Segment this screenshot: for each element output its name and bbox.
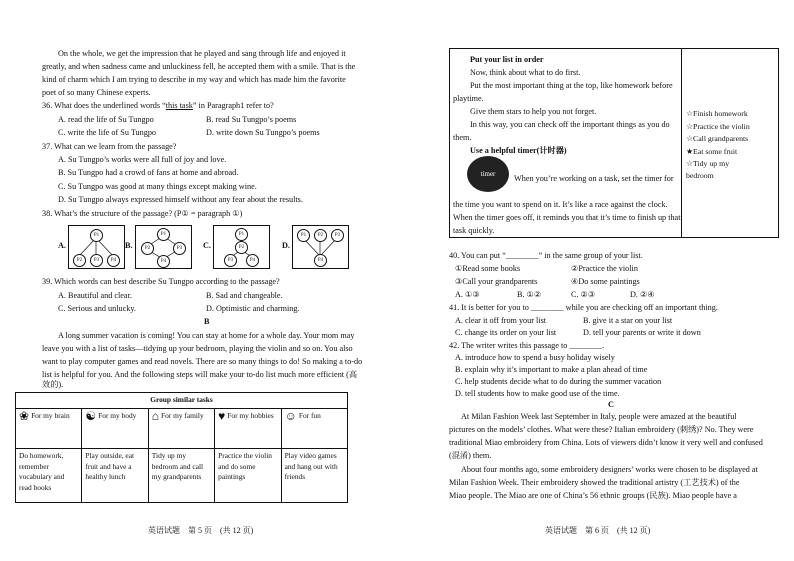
passage-b-line: leave you with a list of tasks—tidying up your bedroom, playing the violin and so on. You also: [42, 344, 353, 353]
passage-b-line: 效的).: [42, 380, 64, 389]
underlined-phrase: this task: [165, 101, 193, 110]
item-40-3: ③Call your grandparents: [455, 277, 538, 286]
option-40-b: B. ①②: [517, 290, 542, 299]
option-38-a: A.: [58, 241, 66, 250]
question-39: 39. Which words can best describe Su Tungpo according to the passage?: [42, 277, 280, 286]
intro-line: greatly, and when sadness came and unluckiness fell, he accepted them with a smile. That is the: [42, 62, 356, 71]
box-heading: Put your list in order: [470, 55, 544, 64]
option-40-c: C. ②③: [571, 290, 596, 299]
option-37-b: B. Su Tungpo had a crowd of fans at home and abroad.: [58, 168, 239, 177]
option-42-d: D. tell students how to make good use of the time.: [455, 389, 620, 398]
passage-c-line: About four months ago, some embroidery designers’ works were chosen to be displayed at: [461, 465, 758, 474]
group-tasks-table: [15, 392, 348, 503]
todo-item: ☆Finish homework: [686, 109, 748, 118]
option-38-c: C.: [203, 241, 211, 250]
table-header: ⌂ For my family: [148, 409, 214, 449]
table-header: ♥ For my hobbies: [215, 409, 281, 449]
intro-line: On the whole, we get the impression that he played and sang through life and enjoyed it: [58, 49, 346, 58]
node-p2: P2: [235, 241, 248, 254]
node-p4: P4: [246, 254, 259, 267]
structure-diagram-d: [292, 225, 349, 269]
page-footer: 英语试题 第 5 页 (共 12 页): [148, 526, 254, 535]
option-40-d: D. ②④: [630, 290, 655, 299]
timer-line: task quickly.: [453, 226, 495, 235]
structure-diagram-b: [135, 225, 192, 269]
node-p1: P1: [297, 229, 310, 242]
intro-line: poet of so many Chinese experts.: [42, 88, 151, 97]
table-cell: Practice the violin and do some paintings: [215, 449, 281, 503]
house-icon: ⌂: [151, 409, 159, 424]
node-p4: P4: [314, 254, 327, 267]
option-38-d: D.: [282, 241, 290, 250]
todo-item: bedroom: [686, 171, 714, 180]
box-line: In this way, you can check off the important things as you do: [470, 120, 670, 129]
page-footer: 英语试题 第 6 页 (共 12 页): [545, 526, 651, 535]
timer-picture: timer: [467, 156, 509, 192]
timer-line: When the timer goes off, it reminds you that it’s time to finish up that: [453, 213, 681, 222]
table-title: Group similar tasks: [16, 393, 348, 409]
structure-diagram-c: [213, 225, 270, 269]
passage-b-line: A long summer vacation is coming! You can stay at home for a whole day. Your mom may: [58, 331, 355, 340]
passage-c-line: At Milan Fashion Week last September in Italy, people were amazed at the beautiful: [461, 412, 737, 421]
box-divider: [681, 49, 682, 237]
todo-item: ☆Tidy up my: [686, 159, 730, 168]
item-40-1: ①Read some books: [455, 264, 521, 273]
item-40-2: ②Practice the violin: [571, 264, 638, 273]
option-36-b: B. read Su Tungpo’s poems: [206, 115, 297, 124]
passage-b-line: want to play computer games and read novels. There are so many things to do! So making a to-do: [42, 357, 363, 366]
section-b-heading: B: [204, 317, 210, 326]
node-p1: P1: [90, 229, 103, 242]
option-36-d: D. write down Su Tungpo’s poems: [206, 128, 320, 137]
option-41-a: A. clear it off from your list: [455, 316, 547, 325]
smiley-icon: ☺: [284, 409, 297, 424]
brain-icon: ❀: [19, 409, 30, 424]
question-41: 41. It is better for you to ________ while you are checking off an important thing.: [449, 303, 718, 312]
option-39-b: B. Sad and changeable.: [206, 291, 283, 300]
todo-item: ☆Call grandparents: [686, 134, 749, 143]
node-p3: P3: [224, 254, 237, 267]
option-39-d: D. Optimistic and charming.: [206, 304, 300, 313]
node-p1: P1: [235, 228, 248, 241]
node-p4: P4: [107, 254, 120, 267]
node-p3: P3: [331, 229, 344, 242]
node-p2: P2: [141, 242, 154, 255]
structure-diagram-a: [68, 225, 125, 269]
section-c-heading: C: [608, 400, 614, 409]
table-header: ☺ For fun: [281, 409, 347, 449]
node-p3: P3: [90, 254, 103, 267]
question-37: 37. What can we learn from the passage?: [42, 142, 177, 151]
option-42-a: A. introduce how to spend a busy holiday wisely: [455, 353, 615, 362]
todo-item: ★Eat some fruit: [686, 147, 738, 156]
question-38: 38. What’s the structure of the passage? (P① = paragraph ①): [42, 209, 243, 218]
box-line: Give them stars to help you not forget.: [470, 107, 597, 116]
box-line: them.: [453, 133, 472, 142]
question-42: 42. The writer writes this passage to ________.: [449, 341, 605, 350]
table-header: ☯ For my body: [82, 409, 148, 449]
table-cell: Play outside, eat fruit and have a healthy lunch: [82, 449, 148, 503]
node-p2: P2: [314, 229, 327, 242]
timer-heading: Use a helpful timer(计时器): [470, 146, 567, 155]
option-39-a: A. Beautiful and clear.: [58, 291, 132, 300]
box-line: Now, think about what to do first.: [470, 68, 581, 77]
option-36-c: C. write the life of Su Tungpo: [58, 128, 157, 137]
box-line: playtime.: [453, 94, 484, 103]
table-cell: Play video games and hang out with friends: [281, 449, 347, 503]
table-cell: Do homework, remember vocabulary and read books: [16, 449, 82, 503]
node-p1: P1: [157, 228, 170, 241]
option-37-c: C. Su Tungpo was good at many things except making wine.: [58, 182, 257, 191]
passage-c-line: traditional Miao embroidery from China. Lots of viewers didn’t know it very well and confused: [449, 438, 763, 447]
option-39-c: C. Serious and unlucky.: [58, 304, 136, 313]
option-41-b: B. give it a star on your list: [583, 316, 673, 325]
intro-line: kind of charm which I am trying to describe in my way and which has made him the favorite: [42, 75, 346, 84]
option-37-d: D. Su Tungpo always expressed himself without any fear about the results.: [58, 195, 303, 204]
todo-item: ☆Practice the violin: [686, 122, 750, 131]
node-p3: P3: [173, 242, 186, 255]
node-p2: P2: [73, 254, 86, 267]
table-cell: Tidy up my bedroom and call my grandparents: [148, 449, 214, 503]
option-41-d: D. tell your parents or write it down: [583, 328, 701, 337]
timer-line: When you’re working on a task, set the timer for: [514, 174, 674, 183]
timer-line: the time you want to spend on it. It’s like a race against the clock.: [453, 200, 668, 209]
option-36-a: A. read the life of Su Tungpo: [58, 115, 154, 124]
option-42-b: B. explain why it’s important to make a plan ahead of time: [455, 365, 648, 374]
option-40-a: A. ①③: [455, 290, 480, 299]
passage-c-line: (混淆) them.: [449, 451, 492, 460]
passage-c-line: Miao people. The Miao are one of China’s 56 ethnic groups (民族). Miao people have a: [449, 491, 737, 500]
item-40-4: ④Do some paintings: [571, 277, 640, 286]
passage-c-line: Milan Fashion Week. Their embroidery showed the traditional artistry (工艺技术) of the: [449, 478, 740, 487]
node-p4: P4: [157, 255, 170, 268]
table-header: ❀ For my brain: [16, 409, 82, 449]
option-41-c: C. change its order on your list: [455, 328, 557, 337]
option-38-b: B.: [125, 241, 133, 250]
heart-icon: ♥: [218, 409, 226, 424]
option-42-c: C. help students decide what to do during the summer vacation: [455, 377, 662, 386]
question-36: 36. What does the underlined words “this task” in Paragraph1 refer to?: [42, 101, 274, 110]
box-line: Put the most important thing at the top, like homework before: [470, 81, 673, 90]
option-37-a: A. Su Tungpo’s works were all full of joy and love.: [58, 155, 227, 164]
passage-b-line: list is helpful for you. And the following steps will make your to-do list much more efficient (高: [42, 370, 358, 379]
body-icon: ☯: [85, 409, 97, 424]
question-40: 40. You can put “________” in the same group of your list.: [449, 251, 643, 260]
passage-c-line: pictures on the models’ clothes. What were these? Italian embroidery (刺绣)? No. They were: [449, 425, 754, 434]
